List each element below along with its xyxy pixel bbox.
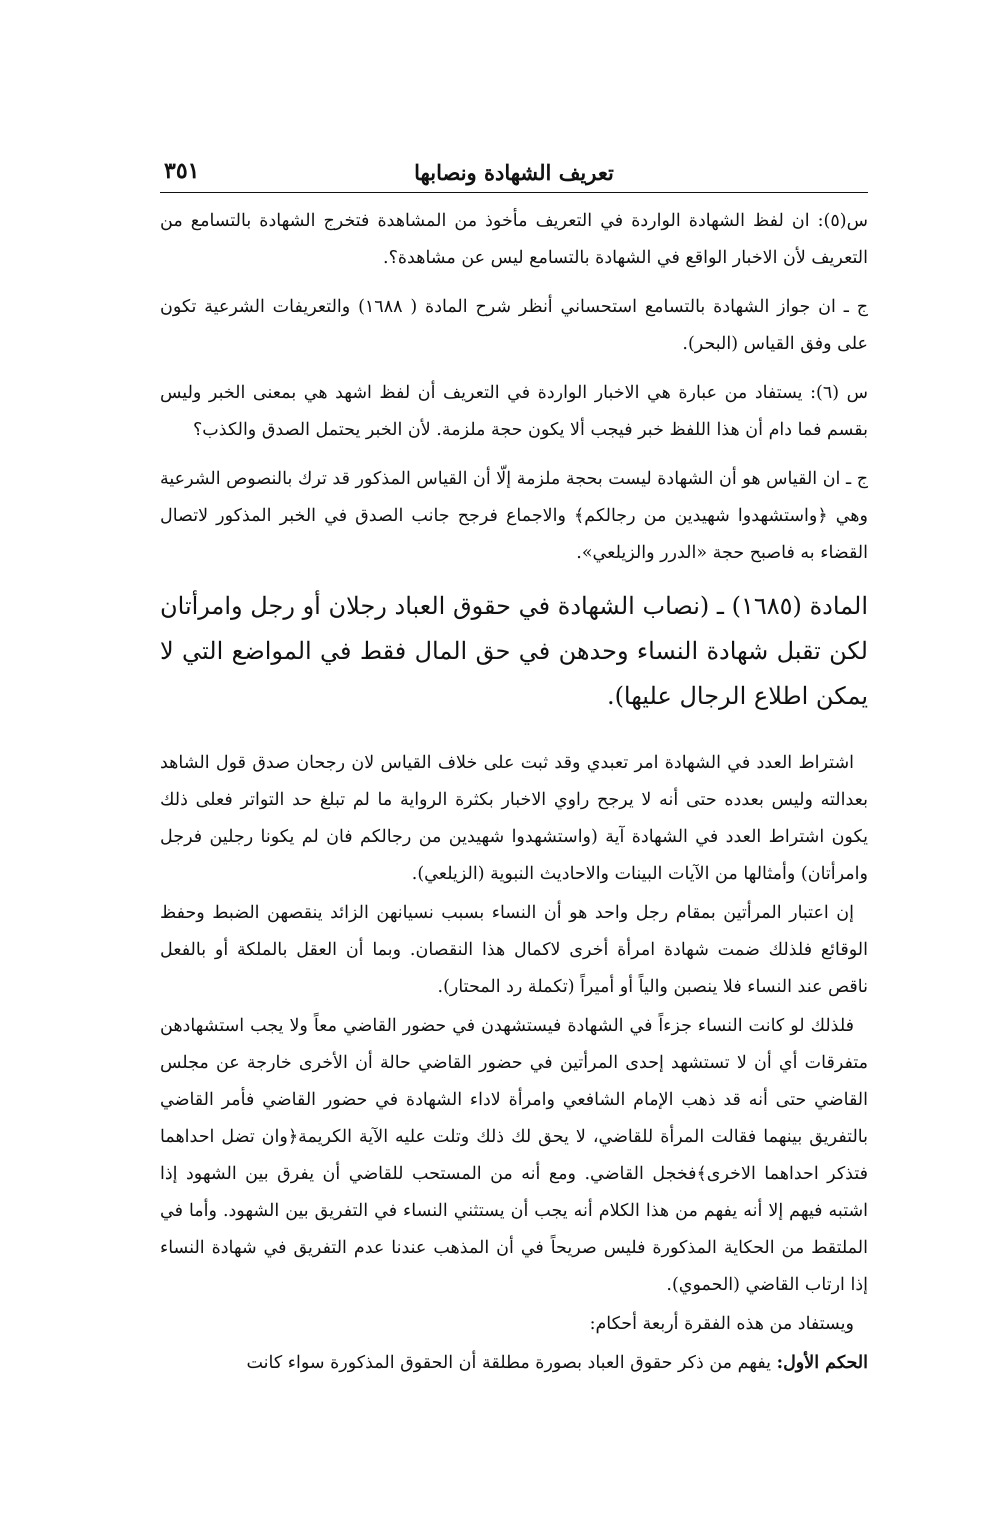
article-1685: المادة (١٦٨٥) ـ (نصاب الشهادة في حقوق العباد رجلان أو رجل وامرأتان لكن تقبل شهادة النساء وحدهن في حق المال فقط في المواضع التي لا يمكن اطلاع الرجال عليها). — [160, 592, 869, 710]
chapter-title: تعريف الشهادة ونصابها — [414, 160, 614, 185]
rulings-intro: ويستفاد من هذه الفقرة أربعة أحكام: — [589, 1314, 854, 1334]
running-header — [160, 158, 868, 193]
question-6: س (٦): يستفاد من عبارة هي الاخبار الواردة في التعريف أن لفظ اشهد هي بمعنى الخبر وليس بقسم فما دام أن هذا اللفظ خبر فيجب ألا يكون حجة ملزمة. لأن الخبر يحتمل الصدق والكذب؟ — [160, 383, 868, 440]
page-number: ٣٥١ — [164, 158, 200, 184]
first-ruling-label: الحكم الأول: — [776, 1353, 868, 1373]
first-ruling-text: يفهم من ذكر حقوق العباد بصورة مطلقة أن الحقوق المذكورة سواء كانت — [246, 1353, 772, 1373]
commentary-paragraph: إن اعتبار المرأتين بمقام رجل واحد هو أن النساء بسبب نسيانهن الزائد ينقصهن الضبط وحفظ الوقائع فلذلك ضمت شهادة امرأة أخرى لاكمال هذا النقصان. وبما أن العقل بالملكة أو بالفعل ناقص عند النساء فلا ينصبن والياً أو أميراً (تكملة رد المحتار). — [160, 903, 868, 997]
question-5: س(٥): ان لفظ الشهادة الواردة في التعريف مأخوذ من المشاهدة فتخرج الشهادة بالتسامع من التعريف لأن الاخبار الواقع في الشهادة بالتسامع ليس عن مشاهدة؟. — [160, 211, 868, 268]
commentary-paragraph: اشتراط العدد في الشهادة امر تعبدي وقد ثبت على خلاف القياس لان رجحان صدق قول الشاهد بعدالته وليس بعدده حتى أنه لا يرجح راوي الاخبار بكثرة الرواية ما لم تبلغ حد التواتر فعلى ذلك يكون اشتراط العدد في الشهادة آية (واستشهدوا شهيدين من رجالكم فان لم يكونا رجلين فرجل وامرأتان) وأمثالها من الآيات البينات والاحاديث النبوية (الزيلعي). — [160, 753, 868, 884]
first-ruling — [160, 1345, 868, 1382]
answer-6: ج ـ ان القياس هو أن الشهادة ليست بحجة ملزمة إلّا أن القياس المذكور قد ترك بالنصوص الشرعية وهي ﴿واستشهدوا شهيدين من رجالكم﴾ والاجماع فرجح جانب الصدق في الخبر المذكور لاتصال القضاء به فاصبح حجة «الدرر والزيلعي». — [160, 469, 868, 563]
page-body — [160, 203, 868, 1382]
commentary-paragraph: فلذلك لو كانت النساء جزءاً في الشهادة فيستشهدن في حضور القاضي معاً ولا يجب استشهادهن متفرقات أي أن لا تستشهد إحدى المرأتين في حضور القاضي حالة أن الأخرى خارجة عن مجلس القاضي حتى أنه قد ذهب الإمام الشافعي وامرأة لاداء الشهادة في حضور القاضي فأمر القاضي بالتفريق بينهما فقالت المرأة للقاضي، لا يحق لك ذلك وتلت عليه الآية الكريمة﴿وان تضل احداهما فتذكر احداهما الاخرى﴾فخجل القاضي. ومع أنه من المستحب للقاضي أن يفرق بين الشهود إذا اشتبه فيهم إلا أنه يفهم من هذا الكلام أنه يجب أن يستثني النساء في التفريق بين الشهود. وأما في الملتقط من الحكاية المذكورة فليس صريحاً في أن المذهب عندنا عدم التفريق في شهادة النساء إذا ارتاب القاضي (الحموي). — [160, 1016, 868, 1295]
answer-5: ج ـ ان جواز الشهادة بالتسامع استحساني أنظر شرح المادة ( ١٦٨٨) والتعريفات الشرعية تكون على وفق القياس (البحر). — [160, 297, 868, 354]
